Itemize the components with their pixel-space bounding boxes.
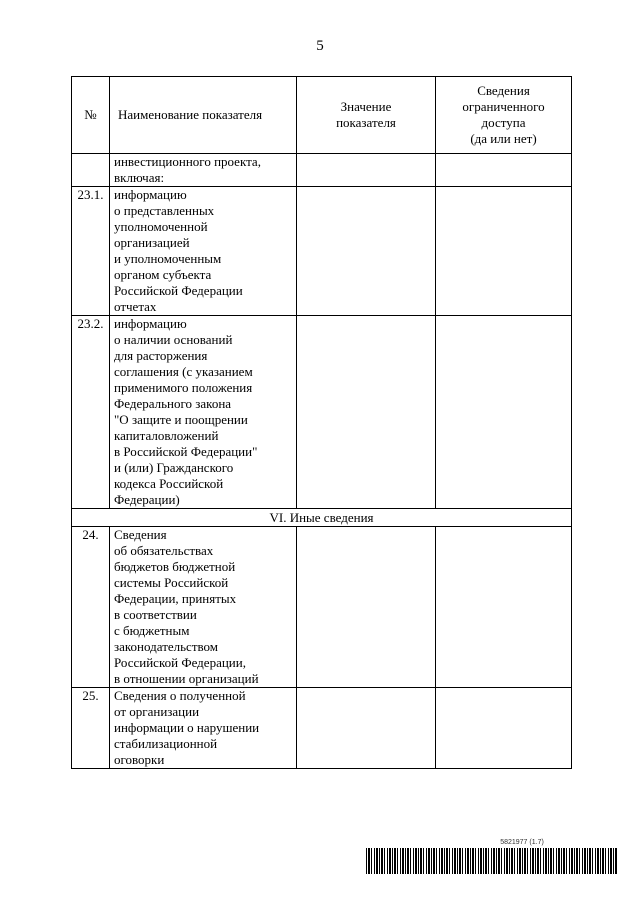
row-value-cell bbox=[297, 316, 436, 509]
table-row bbox=[72, 316, 572, 509]
row-value-cell bbox=[297, 688, 436, 769]
row-restricted-cell bbox=[436, 316, 572, 509]
page-number: 5 bbox=[316, 38, 324, 54]
header-indicator-value: Значение показателя bbox=[297, 77, 436, 154]
section-row bbox=[72, 509, 572, 527]
barcode bbox=[366, 848, 618, 874]
row-number: 24. bbox=[72, 527, 110, 688]
row-number: 23.2. bbox=[72, 316, 110, 509]
row-indicator-name: Сведения о полученной от организации информации о нарушении стабилизационной оговорки bbox=[110, 688, 297, 769]
row-number bbox=[72, 154, 110, 187]
row-value-cell bbox=[297, 154, 436, 187]
indicator-table bbox=[71, 76, 572, 769]
row-restricted-cell bbox=[436, 688, 572, 769]
header-restricted-access: Сведения ограниченного доступа (да или нет) bbox=[436, 77, 572, 154]
row-number: 23.1. bbox=[72, 187, 110, 316]
row-indicator-name: информацию о наличии оснований для расторжения соглашения (с указанием применимого положения Федерального закона "О защите и поощрении капиталовложений в Российской Федерации" и (или) Гражданского кодекса Российской Федерации) bbox=[110, 316, 297, 509]
document-code: 5821977 (1.7) bbox=[500, 839, 544, 846]
header-indicator-name: Наименование показателя bbox=[110, 77, 297, 154]
row-value-cell bbox=[297, 527, 436, 688]
table-row bbox=[72, 154, 572, 187]
table-header-row bbox=[72, 77, 572, 154]
row-indicator-name: информацию о представленных уполномоченной организацией и уполномоченным органом субъекта Российской Федерации отчетах bbox=[110, 187, 297, 316]
row-indicator-name: Сведения об обязательствах бюджетов бюджетной системы Российской Федерации, принятых в соответствии с бюджетным законодательством Российской Федерации, в отношении организаций bbox=[110, 527, 297, 688]
table-row bbox=[72, 527, 572, 688]
section-title: VI. Иные сведения bbox=[72, 509, 572, 527]
row-restricted-cell bbox=[436, 187, 572, 316]
header-number: № bbox=[72, 77, 110, 154]
row-restricted-cell bbox=[436, 154, 572, 187]
table-row bbox=[72, 187, 572, 316]
row-number: 25. bbox=[72, 688, 110, 769]
row-restricted-cell bbox=[436, 527, 572, 688]
table-row bbox=[72, 688, 572, 769]
row-value-cell bbox=[297, 187, 436, 316]
row-indicator-name: инвестиционного проекта, включая: bbox=[110, 154, 297, 187]
